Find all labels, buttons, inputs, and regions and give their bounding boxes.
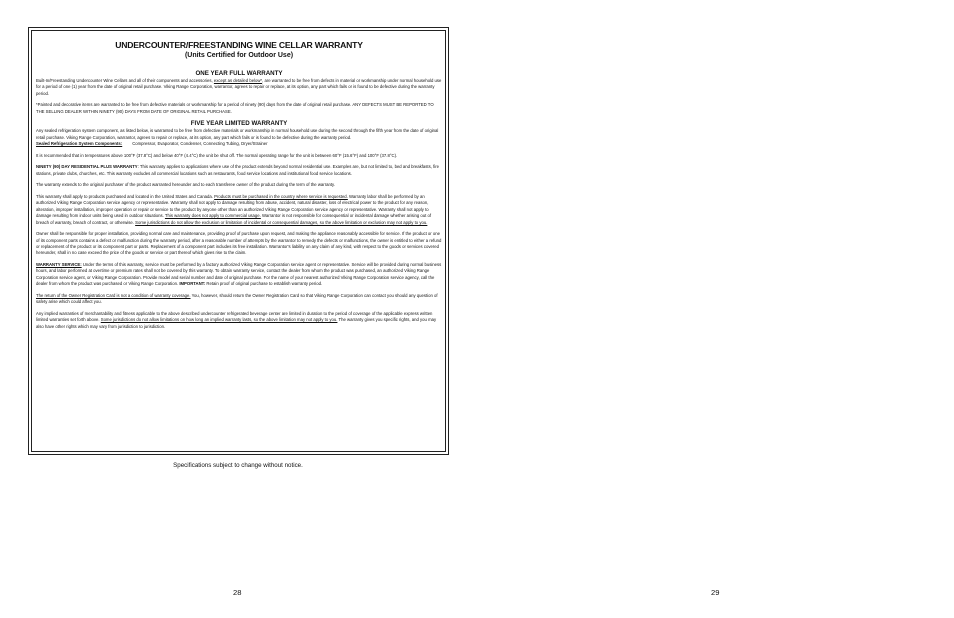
page-number-left: 28 xyxy=(233,588,242,597)
one-year-paragraph: Built-In/Freestanding Undercounter Wine Cellars and all of their components and accessories, except as detailed below*, are warranted to be free from defects in material or workmanship under normal household use for a period of one (1) year from the date of original retail purchase. Viking Range Corporation, warrantor, agrees to repair or replace, at its option, any part which fails or is found to be defective during the warranty period. xyxy=(36,78,442,96)
five-year-paragraph: Any sealed refrigeration system component, as listed below, is warranted to be free from defective materials or workmanship in normal household use during the second through the fifth year from the date of original retail purchase. Viking Range Corporation, warrantor, agrees to repair or replace, at its option, any part which fails or is found to be defective during the warranty period. xyxy=(36,128,439,140)
five-year-heading: FIVE YEAR LIMITED WARRANTY xyxy=(190,120,288,128)
page-number-right: 29 xyxy=(711,588,720,597)
painted-items-paragraph: *Painted and decorative items are warranted to be free from defective materials or workmanship for a period of ninety (90) days from the date of original retail purchase. ANY DEFECTS MUST BE REPORTED TO THE SELLING DEALER WITHIN NINETY (90) DAYS FROM DATE OF ORIGINAL RETAIL PURCHASE. xyxy=(36,102,434,114)
ninety-day-paragraph: NINETY (90) DAY RESIDENTIAL PLUS WARRANTY: This warranty applies to applications where use of the product extends beyond normal residential use. Examples are, but not limited to, bed and breakfasts, fire stations, private clubs, churches, etc. This warranty excludes all commercial locations such as restaurants, food service locations and institutional food service locations. xyxy=(36,164,439,176)
transferee-paragraph: The warranty extends to the original purchaser of the product warranted hereunder and to each transferee owner of the product during the term of the warranty. xyxy=(36,182,336,188)
specifications-note: Specifications subject to change without notice. xyxy=(173,462,303,469)
implied-warranty-paragraph: Any implied warranties of merchantability and fitness applicable to the above described undercounter refrigerated beverage center are limited in duration to the period of coverage of the applicable express written limited warranties set forth above. Some jurisdictions do not allow limitations on how long an implied warranty lasts, so the above limitation may not apply to you. The warranty gives you specific rights, and you may also have other rights which may vary from jurisdiction to jurisdiction. xyxy=(36,310,437,329)
warranty-box xyxy=(28,27,449,455)
owner-responsibility-paragraph: Owner shall be responsible for proper installation, providing normal care and maintenance, providing proof of purchase upon request, and making the appliance reasonably accessible for service. If the product or one of its component parts contains a defect or malfunction during the warranty period, after a reasonable number of attempts by the warrantor to remedy the defects or malfunctions, the owner is entitled to either a refund or replacement of the product or its component part or parts. Replacement of a component part includes its free installation. Warrantor's liability on any claim of any kind, with respect to the goods or services covered hereunder, shall in no case exceed the price of the goods or service or part thereof which gives rise to the claim. xyxy=(36,231,442,256)
warranty-inner-border xyxy=(31,30,446,452)
warranty-subtitle: (Units Certified for Outdoor Use) xyxy=(184,52,294,59)
warranty-title: UNDERCOUNTER/FREESTANDING WINE CELLAR WARRANTY xyxy=(115,40,363,50)
apply-paragraph: This warranty shall apply to products purchased and located in the United States and Canada. Products must be purchased in the country where service is requested. Warranty labor shall be performed by an authorized Viking Range Corporation service agency or representative. Warranty shall not apply to damage resulting from abuse, accident, natural disaster, loss of electrical power to the product for any reason, alteration, improper installation, improper operation or repair or service to the product by anyone other than an authorized Viking Range Corporation service agency or representative. Warranty shall not apply to damage resulting from indoor units being used in outdoor situations. This warranty does not apply to commercial usage. Warrantor is not responsible for consequential or incidental damage whether arising out of breach of warranty, breach of contract, or otherwise. Some jurisdictions do not allow the exclusion or limitation of incidental or consequential damages, so the above limitation or exclusion may not apply to you. xyxy=(36,194,432,225)
one-year-heading: ONE YEAR FULL WARRANTY xyxy=(195,70,283,77)
temperature-paragraph: It is recommended that in temperatures above 100°F (37.8°C) and below 40°F (4.4°C) the unit be shut off. The normal operating range for the unit is between 60°F (15.6°F) and 100°F (37.8°C). xyxy=(36,152,398,158)
sealed-components-line: Sealed Refrigeration System Components: Compressor, Evaporator, Condenser, Connecting Tubing, Dryer/Strainer xyxy=(36,141,268,147)
registration-paragraph: The return of the Owner Registration Card is not a condition of warranty coverage. You, however, should return the Owner Registration Card so that Viking Range Corporation can contact you should any question of safety arise which could affect you. xyxy=(36,292,438,305)
warranty-service-paragraph: WARRANTY SERVICE: Under the terms of this warranty, service must be performed by a factory authorized Viking Range Corporation service agent or representative. Service will be provided during normal business hours, and labor performed at overtime or premium rates shall not be covered by this warranty. To obtain warranty service, contact the dealer from whom the product was purchased, an authorized Viking Range Corporation service agent, or Viking Range Corporation. Provide model and serial number and date of original purchase. For the name of your nearest authorized Viking Range Corporation service agency, call the dealer from whom the product was purchased or Viking Range Corporation. IMPORTANT: Retain proof of original purchase to establish warranty period. xyxy=(36,262,442,287)
